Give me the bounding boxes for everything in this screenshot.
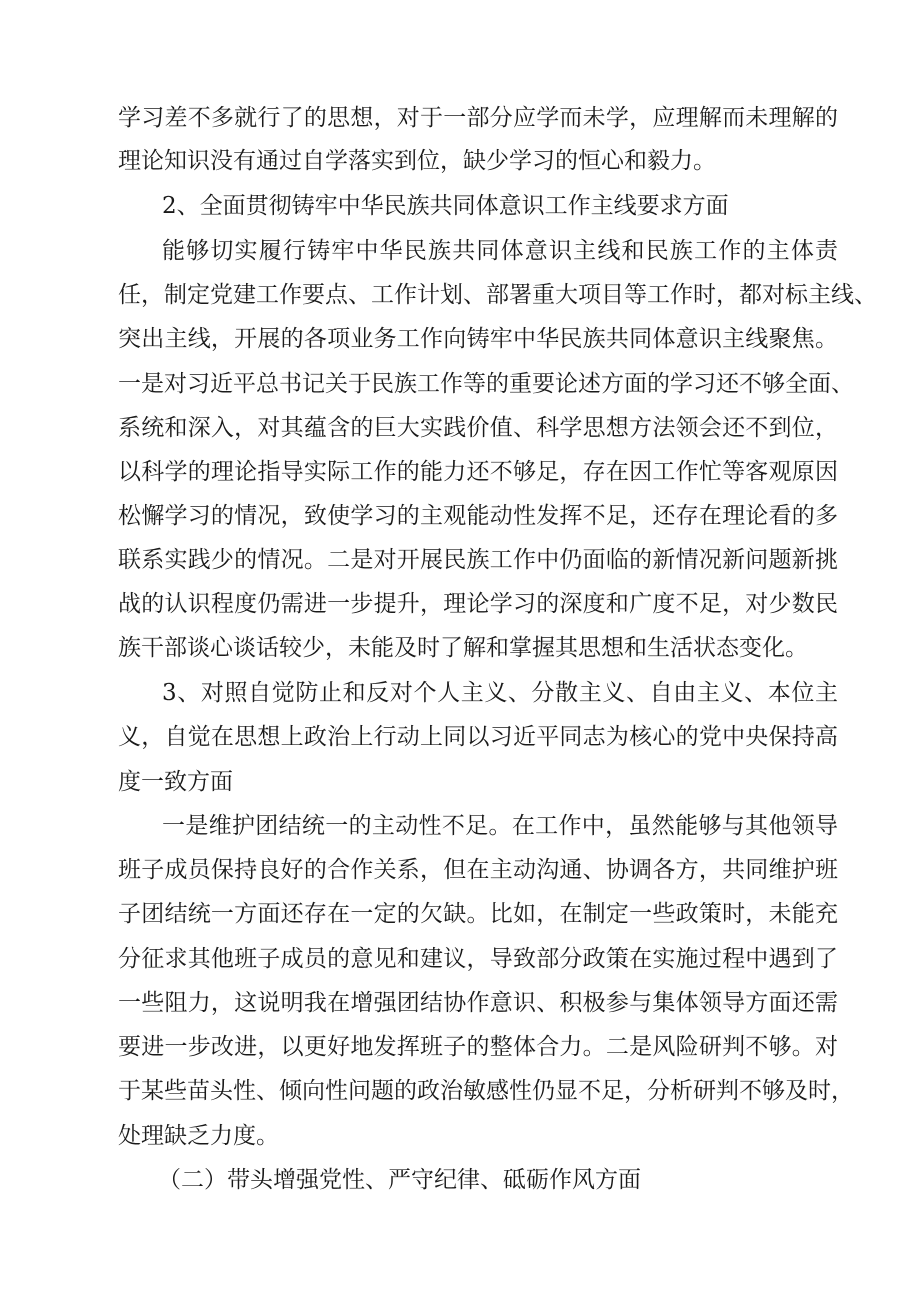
section-heading-2: 2、全面贯彻铸牢中华民族共同体意识工作主线要求方面	[162, 193, 729, 219]
body-line-5: 任，制定党建工作要点、工作计划、部署重大项目等工作时，都对标主线、	[118, 282, 877, 308]
body-line-11: 联系实践少的情况。二是对开展民族工作中仍面临的新情况新问题新挑	[118, 547, 838, 573]
body-line-7: 一是对习近平总书记关于民族工作等的重要论述方面的学习还不够全面、	[118, 371, 854, 397]
body-line-18: 班子成员保持良好的合作关系，但在主动沟通、协调各方，共同维护班	[118, 857, 838, 883]
body-line-1: 学习差不多就行了的思想，对于一部分应学而未学，应理解而未理解的	[118, 105, 838, 131]
body-line-20: 分征求其他班子成员的意见和建议，导致部分政策在实施过程中遇到了	[118, 946, 838, 972]
body-line-12: 战的认识程度仍需进一步提升，理论学习的深度和广度不足，对少数民	[118, 591, 838, 617]
body-line-24: 处理缺乏力度。	[118, 1123, 279, 1149]
subsection-heading: （二）带头增强党性、严守纪律、砥砺作风方面	[158, 1167, 641, 1193]
body-line-19: 子团结统一方面还存在一定的欠缺。比如，在制定一些政策时，未能充	[118, 901, 838, 927]
body-line-17: 一是维护团结统一的主动性不足。在工作中，虽然能够与其他领导	[162, 813, 838, 839]
body-line-21: 一些阻力，这说明我在增强团结协作意识、积极参与集体领导方面还需	[118, 990, 838, 1016]
body-line-13: 族干部谈心谈话较少，未能及时了解和掌握其思想和生活状态变化。	[118, 635, 808, 661]
section-heading-3: 3、对照自觉防止和反对个人主义、分散主义、自由主义、本位主	[162, 680, 838, 706]
body-line-8: 系统和深入，对其蕴含的巨大实践价值、科学思想方法领会还不到位，	[118, 415, 838, 441]
body-line-2: 理论知识没有通过自学落实到位，缺少学习的恒心和毅力。	[118, 148, 716, 174]
body-line-10: 松懈学习的情况，致使学习的主观能动性发挥不足，还存在理论看的多	[118, 503, 838, 529]
body-line-9: 以科学的理论指导实际工作的能力还不够足，存在因工作忙等客观原因	[118, 459, 838, 485]
body-line-6: 突出主线，开展的各项业务工作向铸牢中华民族共同体意识主线聚焦。	[118, 326, 838, 352]
body-line-4: 能够切实履行铸牢中华民族共同体意识主线和民族工作的主体责	[162, 238, 838, 264]
section-heading-3-cont: 义，自觉在思想上政治上行动上同以习近平同志为核心的党中央保持高	[118, 724, 838, 750]
section-heading-3-end: 度一致方面	[118, 769, 233, 795]
body-line-22: 要进一步改进，以更好地发挥班子的整体合力。二是风险研判不够。对	[118, 1034, 838, 1060]
body-line-23: 于某些苗头性、倾向性问题的政治敏感性仍显不足，分析研判不够及时，	[118, 1078, 854, 1104]
